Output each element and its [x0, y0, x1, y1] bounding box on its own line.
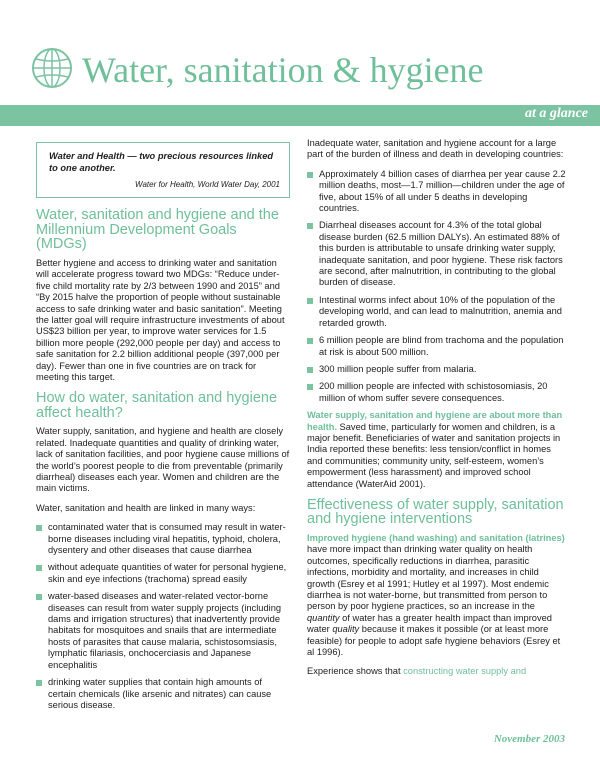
list-item: drinking water supplies that contain high amounts of certain chemicals (like arsenic and nitrates) can cause serious disease.	[36, 677, 290, 711]
experience-paragraph: Experience shows that constructing water supply and	[307, 666, 527, 677]
quote-source: Water for Health, World Water Day, 2001	[135, 180, 280, 189]
bullet-square-icon	[36, 680, 42, 686]
effectiveness-heading: Effectiveness of water supply, sanitation and hygiene interventions	[307, 496, 564, 528]
footer-date: November 2003	[493, 733, 565, 745]
list-item: 200 million people are infected with schistosomiasis, 20 million of whom suffer severe consequences.	[307, 381, 567, 404]
list-item: 300 million people suffer from malaria.	[307, 364, 567, 375]
bullet-square-icon	[307, 338, 313, 344]
health-heading: How do water, sanitation and hygiene affect health?	[36, 390, 278, 421]
bullet-square-icon	[36, 594, 42, 600]
bullet-square-icon	[36, 525, 42, 531]
experience-link[interactable]: constructing water supply and	[403, 666, 527, 677]
quote-box	[36, 142, 290, 198]
mdg-paragraph: Better hygiene and access to drinking water and sanitation will accelerate progress toward two MDGs: “Reduce under-five child mortality rate by 2/3 between 1990 and 2015” and “By 2015 halve the proportion of people without sustainable access to safe drinking water and basic sanitation”. Meeting the latter goal will require infrastructure investments of about US$23 billion per year, to improve water services for 1.5 billion more people (292,000 people per day) and access to safe sanitation for 2.2 billion additional people (397,000 per day). Fewer than one in five countries are on track for meeting this target.	[36, 257, 285, 382]
header-band	[0, 105, 600, 126]
list-item: Intestinal worms infect about 10% of the population of the developing world, and can lead to malnutrition, anemia and retarded growth.	[307, 295, 567, 329]
bullet-square-icon	[36, 565, 42, 571]
health-bullet-list	[36, 522, 290, 711]
list-item: water-based diseases and water-related vector-borne diseases can result from water supply projects (including dams and irrigation structures) that inadvertently provide habitats for mosquitoes and snails that are intermediate hosts of parasites that cause malaria, schistosomsiasis, lymphatic filariasis, onchocerciasis and Japanese encephalitis	[36, 591, 290, 671]
bullet-square-icon	[307, 384, 313, 390]
bullet-square-icon	[307, 223, 313, 229]
burden-bullet-list	[307, 169, 567, 404]
effectiveness-paragraph: Improved hygiene (hand washing) and sanitation (latrines) have more impact than drinking water quality on health outcomes, specifically reductions in diarrhea, parasitic infections, morbidity and mortality, and increases in child growth (Esrey et al 1991; Hutley et al 1997). Most endemic diarrhea is not water-borne, but transmitted from person to person by poor hygiene practices, so an increase in the quantity of water has a greater health impact than improved water quality because it makes it possible (or at least more feasible) for people to adopt safe hygiene behaviors (Esrey et al 1996).	[307, 532, 565, 658]
right-column	[307, 138, 567, 686]
more-than-health-paragraph: Water supply, sanitation and hygiene are about more than health. Saved time, particularly for women and children, is a major benefit. Beneficiaries of water and sanitation projects in India reported these benefits: less tension/conflict in homes and communities; community unity, self-esteem, women’s empowerment (less harassment) and improved school attendance (WaterAid 2001).	[307, 410, 563, 489]
burden-intro: Inadequate water, sanitation and hygiene account for a large part of the burden of illness and death in developing countries:	[307, 138, 564, 160]
globe-logo-icon	[31, 47, 73, 89]
list-item: without adequate quantities of water for personal hygiene, skin and eye infections (trachoma) spread easily	[36, 562, 290, 585]
health-paragraph-1: Water supply, sanitation, and hygiene and health are closely related. Inadequate quantities and quality of drinking water, lack of sanitation facilities, and poor hygiene cause millions of the world’s poorest people to die from preventable (primarily diarrheal) diseases each year. Women and children are the main victims.	[36, 426, 290, 494]
list-item: Diarrheal diseases account for 4.3% of the total global disease burden (62.5 million DALYs). An estimated 88% of this burden is attributable to unsafe drinking water supply, inadequate sanitation, and poor hygiene. These risk factors are second, after malnutrition, in contributing to the global burden of disease.	[307, 220, 567, 288]
quote-text: Water and Health — two precious resources linked to one another.	[49, 151, 274, 173]
mdg-heading: Water, sanitation and hygiene and the Millennium Development Goals (MDGs)	[36, 207, 279, 253]
page-title: Water, sanitation & hygiene	[82, 50, 484, 90]
bullet-square-icon	[307, 367, 313, 373]
left-column	[36, 142, 290, 717]
bullet-square-icon	[307, 298, 313, 304]
health-paragraph-2: Water, sanitation and health are linked in many ways:	[36, 502, 256, 513]
list-item: contaminated water that is consumed may result in water-borne diseases including viral hepatitis, typhoid, cholera, dysentery and other diseases that cause diarrhea	[36, 522, 290, 556]
bullet-square-icon	[307, 172, 313, 178]
band-label: at a glance	[525, 106, 588, 121]
list-item: 6 million people are blind from trachoma and the population at risk is about 500 million.	[307, 335, 567, 358]
list-item: Approximately 4 billion cases of diarrhea per year cause 2.2 million deaths, most—1.7 million—children under the age of five, about 15% of all under 5 deaths in developing countries.	[307, 169, 567, 215]
